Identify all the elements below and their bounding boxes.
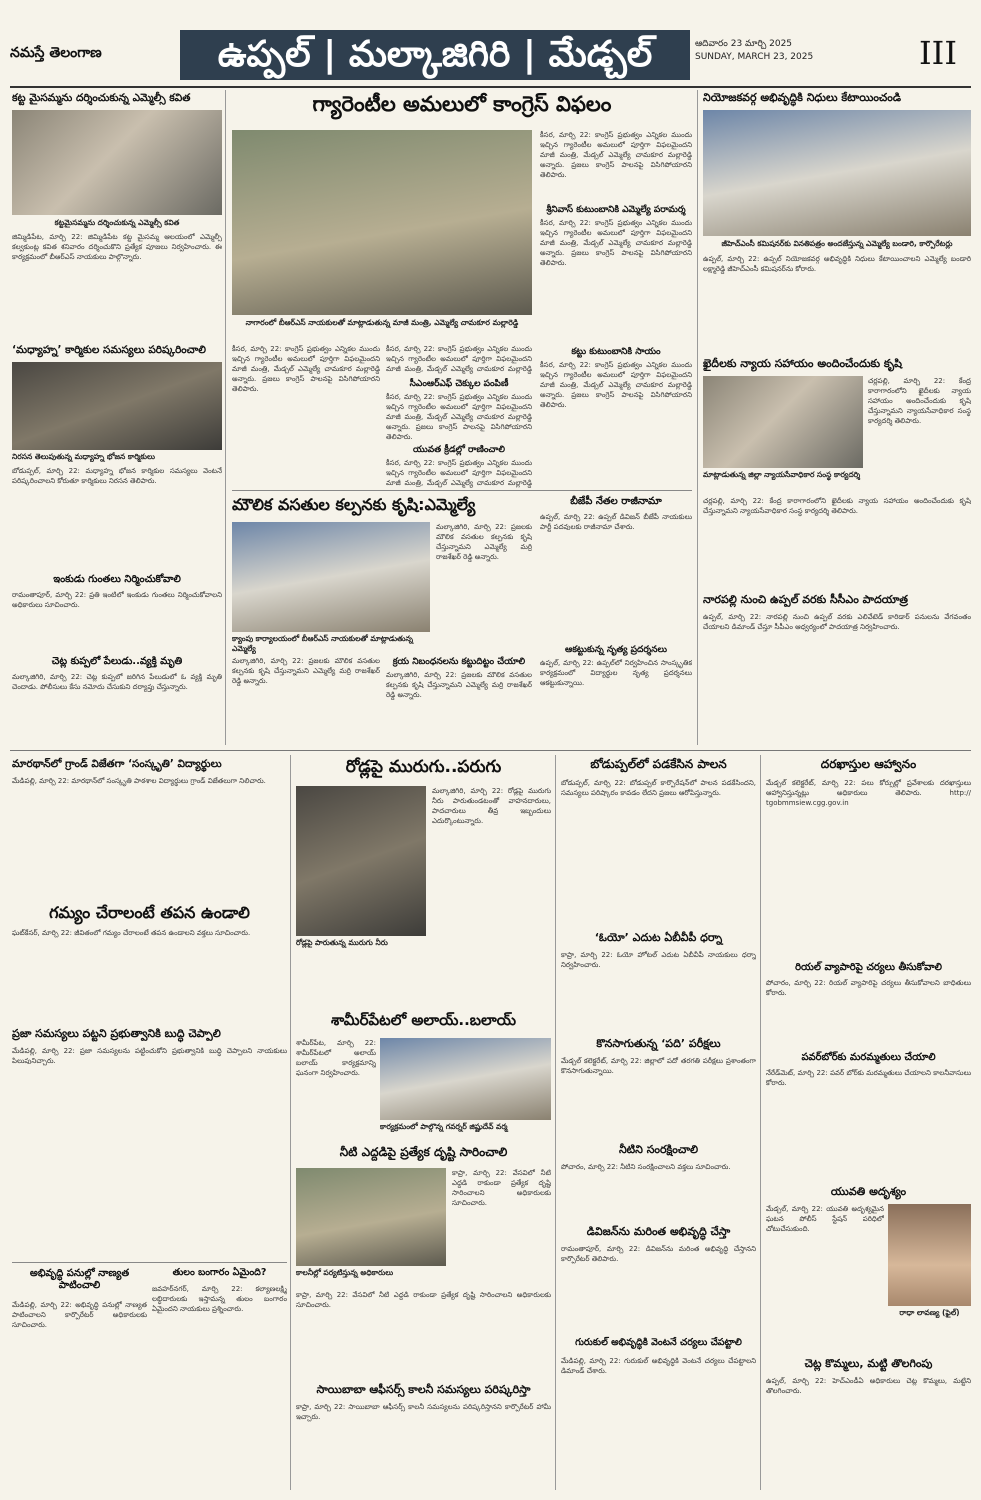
headline: రోడ్లపై మురుగు..పరుగు (345, 757, 502, 777)
photo-workers-protest (12, 362, 222, 450)
subheading: సీఎంఆర్ఎఫ్ చెక్కుల పంపిణీ (409, 379, 509, 389)
article-body: ఘట్‌కేసర్, మార్చి 22: జీవితంలో గమ్యం చేరాలంటే తపన ఉండాలని వక్తలు సూచించారు. (12, 929, 251, 937)
article-body-cont: మల్కాజిగిరి, మార్చి 22: ప్రజలకు మౌలిక వసతుల కల్పనకు కృషి చేస్తున్నామని ఎమ్మెల్యే మర్రి రాజశేఖర్ రెడ్డి అన్నారు. (232, 657, 380, 685)
caption: నాగారంలో బీఆర్ఎస్ నాయకులతో మాట్లాడుతున్న మాజీ మంత్రి, ఎమ్మెల్యే చామకూర మల్లారెడ్డి (245, 318, 519, 327)
article-body-cont: చర్లపల్లి, మార్చి 22: కేంద్ర కారాగారంలోని ఖైదీలకు న్యాయ సహాయం అందించేందుకు కృషి చేస్తున్నామని న్యాయసేవాధికార సంస్థ కార్యదర్శి తెలిపారు. (703, 497, 971, 515)
article-body: బోడుప్పల్, మార్చి 22: మధ్యాహ్న భోజన కార్మికుల సమస్యలు వెంటనే పరిష్కరించాలని కోరుతూ కార్మికులు నిరసన తెలిపారు. (12, 467, 222, 485)
article-body: ఉప్పల్, మార్చి 22: నారపల్లి నుంచి ఉప్పల్ వరకు ఎలివేటెడ్ కారిడార్ పనులను వేగవంతం చేయాలని డిమాండ్ చేస్తూ సీపీఎం ఆధ్వర్యంలో పాదయాత్ర నిర్వహించారు. (703, 613, 971, 631)
article-body-cont: కీసర, మార్చి 22: కాంగ్రెస్ ప్రభుత్వం ఎన్నికల ముందు ఇచ్చిన గ్యారెంటీల అమలులో పూర్తిగా విఫలమైందని మాజీ మంత్రి, మేడ్చల్ ఎమ్మెల్యే చామకూర మల్లారెడ్డి అన్నారు. ప్రజలు కాంగ్రెస్ పాలనపై విసిగిపోయారని తెలిపారు. (386, 393, 532, 440)
caption: కాలనీల్లో పర్యటిస్తున్న అధికారులు (296, 1268, 394, 1277)
column-divider (697, 90, 698, 745)
article-body: కీసర, మార్చి 22: కాంగ్రెస్ ప్రభుత్వం ఎన్నికల ముందు ఇచ్చిన గ్యారెంటీల అమలులో పూర్తిగా విఫలమైందని మాజీ మంత్రి, మేడ్చల్ ఎమ్మెల్యే చామకూర మల్లారెడ్డి అన్నారు. ప్రజలు కాంగ్రెస్ పాలనపై విసిగిపోయారని తెలిపారు. (232, 345, 380, 393)
article-body: బోడుప్పల్, మార్చి 22: బోడుప్పల్ కార్పొరేషన్‌లో పాలన పడకేసిందని, సమస్యలు పరిష్కారం కావడం లేదని ప్రజలు ఆరోపిస్తున్నారు. (561, 779, 756, 797)
article-body-cont: మల్కాజిగిరి, మార్చి 22: ప్రజలకు మౌలిక వసతుల కల్పనకు కృషి చేస్తున్నామని ఎమ్మెల్యే మర్రి రాజశేఖర్ రెడ్డి అన్నారు. (386, 671, 532, 699)
headline: బీజేపీ నేతల రాజీనామా (570, 496, 662, 507)
headline: యువతి అదృశ్యం (830, 1185, 907, 1198)
column-divider (760, 755, 761, 1490)
article-body: మేడిపల్లి, మార్చి 22: మారథాన్‌లో సంస్కృతి పాఠశాల విద్యార్థులు గ్రాండ్ విజేతలుగా నిలిచారు. (12, 777, 266, 785)
caption: క్యాంపు కార్యాలయంలో బీఆర్ఎస్ నాయకులతో మాట్లాడుతున్న ఎమ్మెల్యే (232, 634, 413, 653)
date-english: SUNDAY, MARCH 23, 2025 (695, 52, 814, 62)
article-body: మల్కాజిగిరి, మార్చి 22: చెట్ల కుప్పలో జరిగిన పేలుడులో ఓ వ్యక్తి మృతి చెందాడు. పోలీసులు కేసు నమోదు చేసుకుని దర్యాప్తు చేస్తున్నారు. (12, 673, 222, 691)
article-body: ఉప్పల్, మార్చి 22: హెచ్ఎండీఏ అధికారులు చెట్ల కొమ్మలు, మట్టిని తొలగించారు. (766, 1377, 971, 1395)
caption: రాధా లావణ్య (ఫైల్) (899, 1308, 960, 1317)
article-body: జిమ్మిడిపేట, మార్చి 22: జిమ్మిడిపేట కట్ట మైసమ్మ ఆలయంలో ఎమ్మెల్సీ కల్వకుంట్ల కవిత శనివారం దర్శించుకొని ప్రత్యేక పూజలు నిర్వహించారు. ఈ కార్యక్రమంలో బీఆర్ఎస్ నాయకులు పాల్గొన్నారు. (12, 233, 222, 261)
headline: ప్రజా సమస్యలు పట్టని ప్రభుత్వానికి బుద్ధి చెప్పాలి (12, 1027, 221, 1040)
headline: గమ్యం చేరాలంటే తపన ఉండాలి (49, 903, 250, 922)
headline: ఖైదీలకు న్యాయ సహాయం అందించేందుకు కృషి (703, 357, 902, 370)
article-body: రామంతాపూర్, మార్చి 22: ప్రతి ఇంటిలో ఇంకుడు గుంతలు నిర్మించుకోవాలని అధికారులు సూచించారు. (12, 591, 222, 609)
article-body: రామంతాపూర్, మార్చి 22: డివిజన్‌ను మరింత అభివృద్ధి చేస్తానని కార్పొరేటర్ తెలిపారు. (561, 1245, 756, 1263)
article-body: చర్లపల్లి, మార్చి 22: కేంద్ర కారాగారంలోని ఖైదీలకు న్యాయ సహాయం అందించేందుకు కృషి చేస్తున్నామని న్యాయసేవాధికార సంస్థ కార్యదర్శి తెలిపారు. (868, 377, 971, 425)
article-body: మల్కాజిగిరి, మార్చి 22: రోడ్లపై మురుగు నీరు పారుతుండటంతో వాహనదారులు, పాదచారులు తీవ్ర ఇబ్బందులు ఎదుర్కొంటున్నారు. (432, 787, 551, 825)
headline: పవర్‌బోర్‌కు మరమ్మతులు చేయాలి (801, 1052, 936, 1063)
headline: దరఖాస్తుల ఆహ్వానం (820, 757, 917, 771)
caption: రోడ్లపై పారుతున్న మురుగు నీరు (296, 938, 388, 947)
page-number: III (919, 34, 957, 72)
article-body: శామీర్‌పేట, మార్చి 22: శామీర్‌పేటలో అలాయ్ బలాయ్ కార్యక్రమాన్ని ఘనంగా నిర్వహించారు. (296, 1039, 376, 1077)
article-body: కాప్రా, మార్చి 22: వేసవిలో నీటి ఎద్దడి రాకుండా ప్రత్యేక దృష్టి సారించాలని అధికారులకు సూచించారు. (452, 1169, 551, 1207)
photo-colony-visit (296, 1168, 446, 1266)
lead-headline: గ్యారెంటీల అమలులో కాంగ్రెస్ విఫలం (312, 92, 612, 116)
headline: కొనసాగుతున్న ‘పది’ పరీక్షలు (596, 1037, 721, 1050)
headline: ఇంకుడు గుంతలు నిర్మించుకోవాలి (53, 574, 181, 585)
headline: తులం బంగారం ఏమైంది? (172, 1267, 267, 1278)
article-body: ఉప్పల్, మార్చి 22: ఉప్పల్ నియోజకవర్గ అభివృద్ధికి నిధులు కేటాయించాలని ఎమ్మెల్యే బండారి లక్ష్మారెడ్డి జీహెచ్ఎంసీ కమిషనర్‌ను కోరారు. (703, 255, 971, 273)
top-rule (10, 86, 971, 88)
date-telugu: ఆదివారం 23 మార్చి 2025 (695, 39, 793, 49)
headline: బోడుప్పల్‌లో పడకేసిన పాలన (590, 757, 727, 771)
article-body-cont: కీసర, మార్చి 22: కాంగ్రెస్ ప్రభుత్వం ఎన్నికల ముందు ఇచ్చిన గ్యారెంటీల అమలులో పూర్తిగా విఫలమైందని మాజీ మంత్రి, మేడ్చల్ ఎమ్మెల్యే చామకూర మల్లారెడ్డి అన్నారు. ప్రజలు కాంగ్రెస్ పాలనపై విసిగిపోయారని తెలిపారు. (540, 219, 692, 267)
photo-alai-balai (380, 1038, 551, 1120)
headline: నారపల్లి నుంచి ఉప్పల్ వరకు సీసీఎం పాదయాత్ర (703, 593, 908, 606)
headline: గురుకుల్ అభివృద్ధికి వెంటనే చర్యలు చేపట్టాలి (575, 1337, 742, 1348)
headline: కట్ట మైసమ్మను దర్శించుకున్న ఎమ్మెల్సీ కవిత (12, 92, 191, 104)
headline: శామీర్‌పేటలో అలాయ్..బలాయ్ (330, 1011, 517, 1029)
article-body-cont: కాప్రా, మార్చి 22: వేసవిలో నీటి ఎద్దడి రాకుండా ప్రత్యేక దృష్టి సారించాలని అధికారులకు సూచించారు. (296, 1291, 551, 1309)
article-body: మేడిపల్లి, మార్చి 22: అభివృద్ధి పనుల్లో నాణ్యత పాటించాలని కార్పొరేటర్ అధికారులకు సూచించారు. (12, 1301, 147, 1329)
headline: అభివృద్ధి పనుల్లో నాణ్యత పాటించాలి (29, 1268, 130, 1291)
article-body: మేడిపల్లి, మార్చి 22: గురుకుల్ అభివృద్ధికి వెంటనే చర్యలు చేపట్టాలని డిమాండ్ చేశారు. (561, 1357, 756, 1375)
photo-commissioner-meeting (703, 110, 971, 236)
photo-kavitha-temple (12, 110, 222, 215)
article-body: జవహర్‌నగర్, మార్చి 22: కల్యాణలక్ష్మి లబ్ధిదారులకు ఇస్తామన్న తులం బంగారం ఏమైందని నాయకులు ప్రశ్నించారు. (152, 1285, 287, 1313)
column-divider (290, 755, 291, 1490)
caption: కట్టమైసమ్మను దర్శించుకున్న ఎమ్మెల్సీ కవిత (54, 218, 180, 227)
photo-missing-woman (888, 1204, 971, 1306)
article-body: పోచారం, మార్చి 22: రియల్ వ్యాపారిపై చర్యలు తీసుకోవాలని బాధితులు కోరారు. (766, 979, 971, 997)
subheading: శ్రీనివాస్ కుటుంబానికి ఎమ్మెల్యే పరామర్శ (546, 205, 686, 215)
article-body: మేడ్చల్, మార్చి 22: యువతి అదృశ్యమైన ఘటన పోలీస్ స్టేషన్ పరిధిలో చోటుచేసుకుంది. (766, 1205, 884, 1233)
date-block (695, 38, 905, 64)
headline: నీటి ఎద్దడిపై ప్రత్యేక దృష్టి సారించాలి (339, 1145, 508, 1159)
caption: మాట్లాడుతున్న జిల్లా న్యాయసేవాధికార సంస్థ కార్యదర్శి (703, 470, 861, 479)
newspaper-brand: నమస్తే తెలంగాణ (10, 45, 102, 61)
article-body: మల్కాజిగిరి, మార్చి 22: ప్రజలకు మౌలిక వసతుల కల్పనకు కృషి చేస్తున్నామని ఎమ్మెల్యే మర్రి రాజశేఖర్ రెడ్డి అన్నారు. (436, 523, 532, 561)
subheading: ఆకట్టుకున్న నృత్య ప్రదర్శనలు (565, 645, 667, 655)
photo-lead-meeting (232, 130, 532, 315)
article-body: పోచారం, మార్చి 22: నీటిని సంరక్షించాలని వక్తలు సూచించారు. (561, 1163, 731, 1171)
photo-central-prison (703, 376, 863, 468)
headline: నియోజకవర్గ అభివృద్ధికి నిధులు కేటాయించండి (703, 91, 901, 104)
caption: నిరసన తెలుపుతున్న మధ్యాహ్న భోజన కార్మికులు (12, 452, 155, 461)
section-rule (10, 750, 971, 751)
photo-sewage-road (296, 786, 426, 936)
headline: రియల్ వ్యాపారిపై చర్యలు తీసుకోవాలి (795, 962, 942, 973)
article-body: ఉప్పల్, మార్చి 22: ఉప్పల్ డివిజన్ బీజేపీ నాయకులు పార్టీ పదవులకు రాజీనామా చేశారు. (540, 513, 692, 531)
article-body: మేడిపల్లి, మార్చి 22: ప్రజా సమస్యలను పట్టించుకోని ప్రభుత్వానికి బుద్ధి చెప్పాలని నాయకులు పిలుపునిచ్చారు. (12, 1047, 287, 1065)
article-body: మేడ్చల్ కలెక్టరేట్, మార్చి 22: పలు కోర్సుల్లో ప్రవేశాలకు దరఖాస్తులు ఆహ్వానిస్తున్నట్లు అధికారులు తెలిపారు. http:// tgobmmsiew.cgg.gov.in (766, 779, 971, 807)
article-body: ఉప్పల్, మార్చి 22: ఉప్పల్‌లో నిర్వహించిన సాంస్కృతిక కార్యక్రమంలో విద్యార్థుల నృత్య ప్రదర్శనలు ఆకట్టుకున్నాయి. (540, 659, 692, 687)
article-body: కాప్రా, మార్చి 22: సాయిబాబా ఆఫీసర్స్ కాలనీ సమస్యలను పరిష్కరిస్తానని కార్పొరేటర్ హామీ ఇచ్చారు. (296, 1403, 551, 1421)
subheading: యువత క్రీడల్లో రాణించాలి (413, 445, 505, 455)
headline: మారథాన్‌లో గ్రాండ్ విజేతగా ‘సంస్కృతి’ విద్యార్థులు (12, 758, 222, 770)
article-body-cont: కీసర, మార్చి 22: కాంగ్రెస్ ప్రభుత్వం ఎన్నికల ముందు ఇచ్చిన గ్యారెంటీల అమలులో పూర్తిగా విఫలమైందని మాజీ మంత్రి, మేడ్చల్ ఎమ్మెల్యే చామకూర మల్లారెడ్డి అన్నారు. ప్రజలు కాంగ్రెస్ పాలనపై విసిగిపోయారని తెలిపారు. (540, 361, 692, 409)
article-body-cont: కీసర, మార్చి 22: కాంగ్రెస్ ప్రభుత్వం ఎన్నికల ముందు ఇచ్చిన గ్యారెంటీల అమలులో పూర్తిగా విఫలమైందని మాజీ మంత్రి, మేడ్చల్ ఎమ్మెల్యే చామకూర మల్లారెడ్డి అన్నారు. ప్రజలు కాంగ్రెస్ పాలనపై విసిగిపోయారని తెలిపారు. (540, 131, 692, 179)
divider (12, 1262, 287, 1263)
column-divider (555, 755, 556, 1490)
caption: జీహెచ్ఎంసీ కమిషనర్‌కు వినతిపత్రం అందజేస్తున్న ఎమ్మెల్యే బండారి, కార్పొరేటర్లు (721, 239, 953, 248)
article-body-cont: కీసర, మార్చి 22: కాంగ్రెస్ ప్రభుత్వం ఎన్నికల ముందు ఇచ్చిన గ్యారెంటీల అమలులో పూర్తిగా విఫలమైందని మాజీ మంత్రి, మేడ్చల్ ఎమ్మెల్యే చామకూర మల్లారెడ్డి (386, 459, 532, 487)
headline: ‘ఓయో’ ఎదుట ఏబీవీపీ ధర్నా (594, 931, 723, 944)
headline: సాయిబాబా ఆఫీసర్స్ కాలనీ సమస్యలు పరిష్కరిస్తా (316, 1383, 531, 1396)
subheading: కట్టు కుటుంబానికి సాయం (571, 347, 661, 357)
article-body: కాప్రా, మార్చి 22: ఓయో హోటల్ ఎదుట ఏబీవీపీ నాయకులు ధర్నా నిర్వహించారు. (561, 951, 756, 969)
edition-banner: ఉప్పల్ | మల్కాజిగిరి | మేడ్చల్ (180, 30, 690, 80)
column-divider (225, 90, 226, 745)
article-body: మేడ్చల్ కలెక్టరేట్, మార్చి 22: జిల్లాలో పదో తరగతి పరీక్షలు ప్రశాంతంగా కొనసాగుతున్నాయి. (561, 1057, 756, 1075)
headline: ‘మధ్యాహ్న’ కార్మికుల సమస్యలు పరిష్కరించాలి (12, 344, 206, 356)
subheading: క్రయ నిబంధనలను కట్టుదిట్టం చేయాలి (392, 657, 526, 667)
headline: చెట్ల కుప్పలో పేలుడు..వ్యక్తి మృతి (51, 656, 183, 667)
headline: డివిజన్‌ను మరింత అభివృద్ధి చేస్తా (586, 1225, 731, 1238)
headline: మౌలిక వసతుల కల్పనకు కృషి:ఎమ్మెల్యే (232, 495, 476, 514)
caption: కార్యక్రమంలో పాల్గొన్న గవర్నర్ జిష్ణుదేవ్ వర్మ (380, 1122, 508, 1131)
article-body-cont: కీసర, మార్చి 22: కాంగ్రెస్ ప్రభుత్వం ఎన్నికల ముందు ఇచ్చిన గ్యారెంటీల అమలులో పూర్తిగా విఫలమైందని మాజీ మంత్రి, మేడ్చల్ ఎమ్మెల్యే చామకూర మల్లారెడ్డి (386, 345, 532, 373)
photo-camp-office (232, 522, 430, 632)
headline: చెట్ల కొమ్మలు, మట్టి తొలగింపు (804, 1357, 933, 1370)
divider (232, 490, 692, 491)
article-body: నేరేడ్‌మెట్, మార్చి 22: పవర్ బోర్‌కు మరమ్మతులు చేయాలని కాలనీవాసులు కోరారు. (766, 1069, 971, 1087)
headline: నీటిని సంరక్షించాలి (618, 1143, 699, 1156)
